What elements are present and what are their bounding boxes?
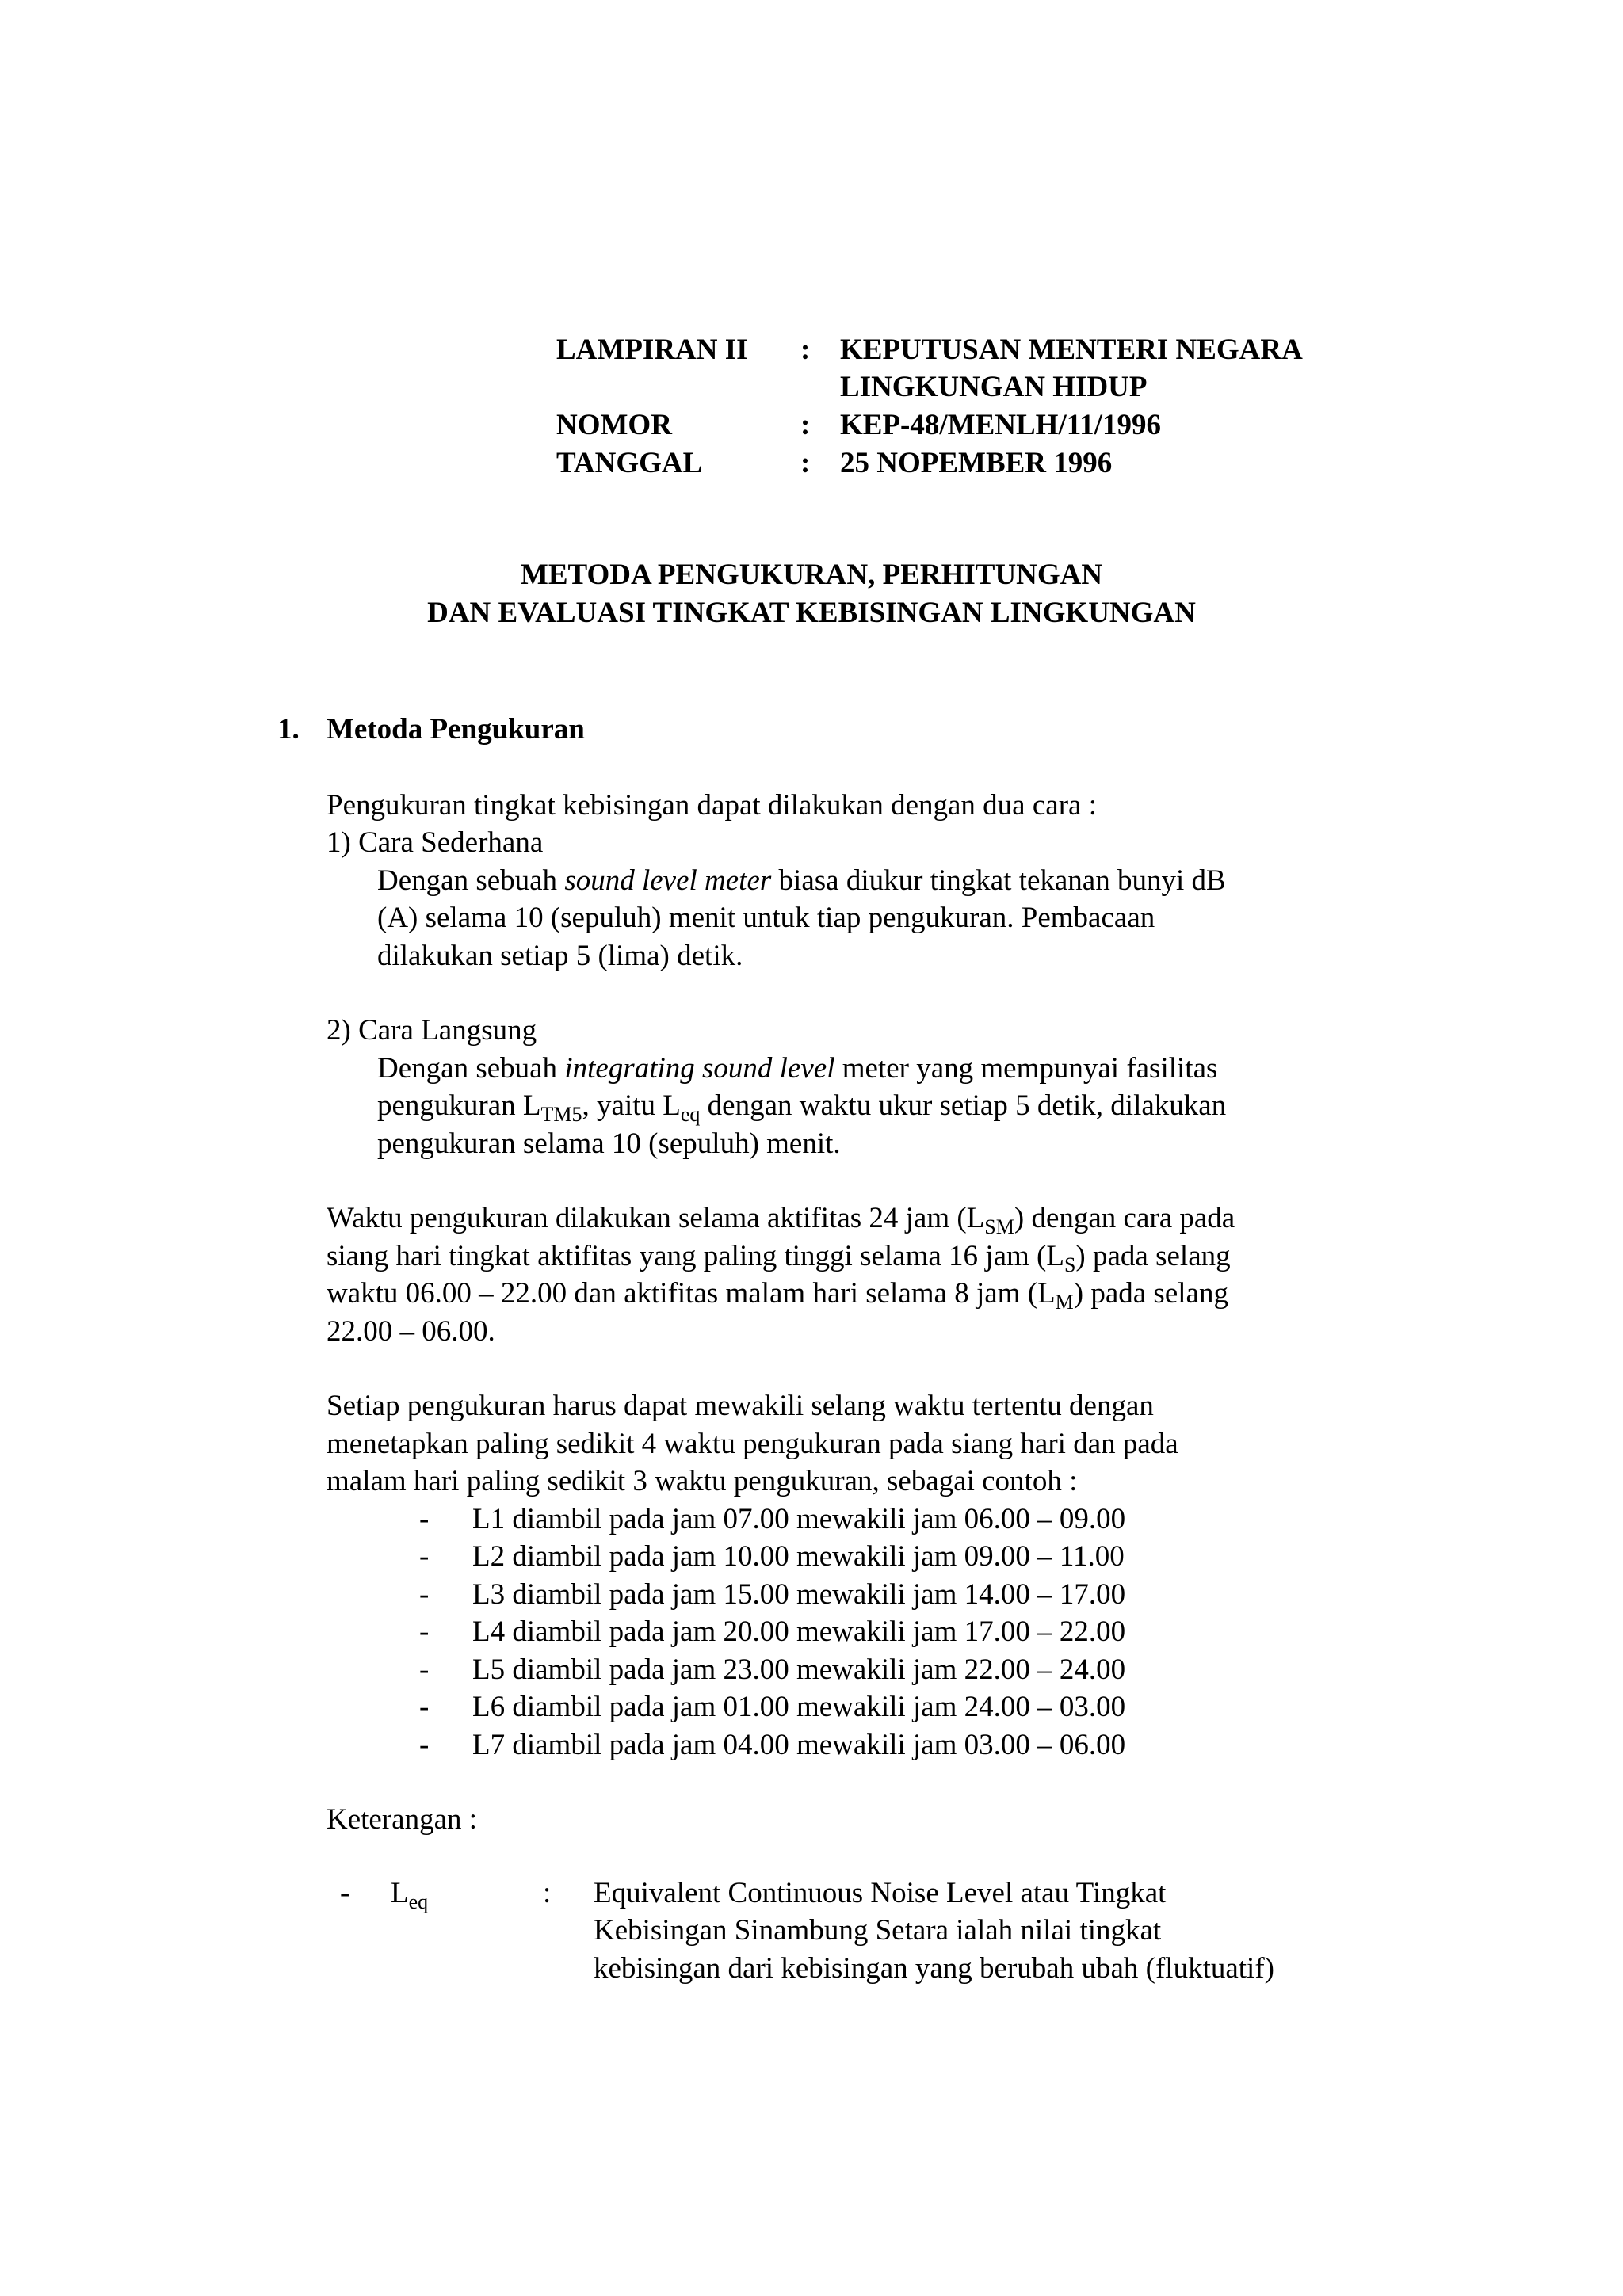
intro-paragraph: Pengukuran tingkat kebisingan dapat dilakukan dengan dua cara : [327, 789, 1097, 822]
waktu-line-1: Waktu pengukuran dilakukan selama aktifitas 24 jam $(L_{SM})$ dengan cara pada [327, 1202, 1235, 1238]
cara-langsung-line-3: pengukuran selama 10 (sepuluh) menit. [377, 1127, 841, 1160]
setiap-line-2: menetapkan paling sedikit 4 waktu pengukuran pada siang hari dan pada [327, 1428, 1178, 1460]
definition-dash: - [340, 1877, 350, 1909]
header-value-lingkungan: LINGKUNGAN HIDUP [840, 371, 1148, 403]
waktu-line-4: 22.00 – 06.00. [327, 1315, 495, 1348]
title-line-1: METODA PENGUKURAN, PERHITUNGAN [520, 559, 1103, 591]
cara-sederhana-line-2: (A) selama 10 (sepuluh) menit untuk tiap pengukuran. Pembacaan [377, 902, 1155, 934]
waktu-line-3: waktu 06.00 – 22.00 dan aktifitas malam hari selama 8 jam $(L_M)$ pada selang [327, 1277, 1228, 1314]
definition-line-1: Equivalent Continuous Noise Level atau Tingkat [594, 1877, 1167, 1909]
header-colon: : [800, 447, 811, 479]
list-bullet: - [419, 1503, 430, 1535]
cara-langsung-line-1: Dengan sebuah integrating sound level meter yang mempunyai fasilitas [377, 1052, 1218, 1085]
list-item: L1 diambil pada jam 07.00 mewakili jam 06.00 – 09.00 [472, 1503, 1126, 1535]
list-item: L7 diambil pada jam 04.00 mewakili jam 03.00 – 06.00 [472, 1729, 1126, 1761]
header-value-tanggal: 25 NOPEMBER 1996 [840, 447, 1113, 479]
list-bullet: - [419, 1653, 430, 1686]
definition-term: $L_{eq}$ [391, 1877, 429, 1913]
header-label-nomor: NOMOR [556, 409, 672, 441]
section-heading: Metoda Pengukuran [327, 713, 585, 746]
definition-colon: : [543, 1877, 552, 1909]
header-colon: : [800, 334, 811, 366]
list-bullet: - [419, 1691, 430, 1723]
definition-line-3: kebisingan dari kebisingan yang berubah ubah (fluktuatif) [594, 1952, 1274, 1985]
list-bullet: - [419, 1729, 430, 1761]
header-value-nomor: KEP-48/MENLH/11/1996 [840, 409, 1161, 441]
section-number: 1. [277, 713, 300, 746]
definition-line-2: Kebisingan Sinambung Setara ialah nilai tingkat [594, 1914, 1162, 1947]
setiap-line-3: malam hari paling sedikit 3 waktu pengukuran, sebagai contoh : [327, 1465, 1078, 1497]
list-bullet: - [419, 1615, 430, 1648]
list-item: L6 diambil pada jam 01.00 mewakili jam 24.00 – 03.00 [472, 1691, 1126, 1723]
header-label-lampiran: LAMPIRAN II [556, 334, 748, 366]
list-item: L3 diambil pada jam 15.00 mewakili jam 14.00 – 17.00 [472, 1578, 1126, 1611]
list-bullet: - [419, 1578, 430, 1611]
cara-langsung-label: 2) Cara Langsung [327, 1014, 537, 1047]
cara-langsung-line-2: pengukuran $L_{TM5}$, yaitu $L_{eq}$ dengan waktu ukur setiap 5 detik, dilakukan [377, 1089, 1227, 1126]
cara-sederhana-line-3: dilakukan setiap 5 (lima) detik. [377, 940, 743, 972]
setiap-line-1: Setiap pengukuran harus dapat mewakili selang waktu tertentu dengan [327, 1390, 1154, 1422]
list-item: L5 diambil pada jam 23.00 mewakili jam 22.00 – 24.00 [472, 1653, 1126, 1686]
cara-sederhana-label: 1) Cara Sederhana [327, 826, 544, 859]
list-item: L4 diambil pada jam 20.00 mewakili jam 17.00 – 22.00 [472, 1615, 1126, 1648]
list-item: L2 diambil pada jam 10.00 mewakili jam 09.00 – 11.00 [472, 1540, 1125, 1573]
waktu-line-2: siang hari tingkat aktifitas yang paling tinggi selama 16 jam $(L_S)$ pada selang [327, 1240, 1231, 1276]
cara-sederhana-line-1: Dengan sebuah sound level meter biasa diukur tingkat tekanan bunyi dB [377, 864, 1226, 897]
title-line-2: DAN EVALUASI TINGKAT KEBISINGAN LINGKUNGAN [427, 597, 1196, 629]
header-label-tanggal: TANGGAL [556, 447, 703, 479]
list-bullet: - [419, 1540, 430, 1573]
header-value-keputusan: KEPUTUSAN MENTERI NEGARA [840, 334, 1303, 366]
header-colon: : [800, 409, 811, 441]
keterangan-label: Keterangan : [327, 1803, 478, 1836]
